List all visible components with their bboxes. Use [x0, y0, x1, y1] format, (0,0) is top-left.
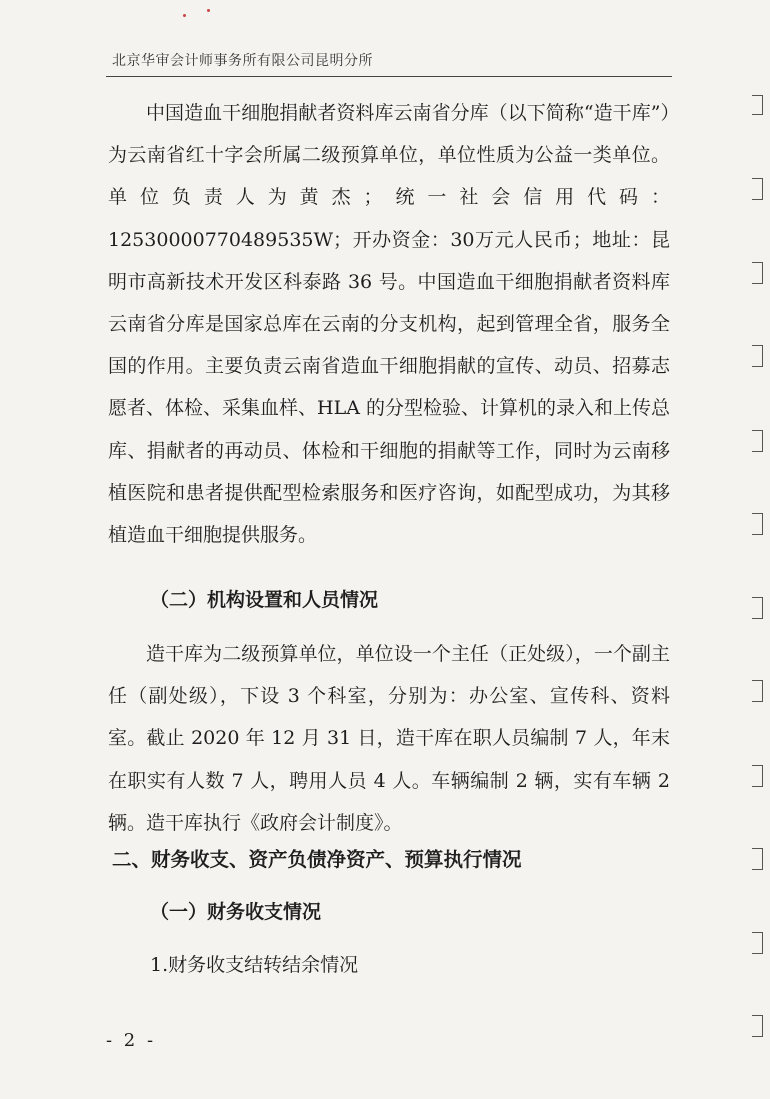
paragraph-staffing: 造干库为二级预算单位，单位设一个主任（正处级），一个副主任（副处级），下设 3 个科室，分别为：办公室、宣传科、资料室。截止 2020 年 12 月 31 日，造干库在职人员编制 7 人，年末在职实有人数 7 人，聘用人员 4 人。车辆编制 2 辆，实有车辆 2 辆。造干库执行《政府会计制度》。 [108, 643, 670, 834]
ink-speck [207, 9, 210, 12]
heading-section-2: 二、财务收支、资产负债净资产、预算执行情况 [112, 848, 522, 871]
paragraph-intro: 中国造血干细胞捐献者资料库云南省分库（以下简称“造干库”）为云南省红十字会所属二级预算单位，单位性质为公益一类单位。单位负责人为黄杰；统一社会信用代码：12530000770489535W；开办资金：30万元人民币；地址：昆明市高新技术开发区科泰路 36 号。中国造血干细胞捐献者资料库云南省分库是国家总库在云南的分支机构，起到管理全省，服务全国的作用。主要负责云南省造血干细胞捐献的宣传、动员、招募志愿者、体检、采集血样、HLA 的分型检验、计算机的录入和上传总库、捐献者的再动员、体检和干细胞的捐献等工作，同时为云南移植医院和患者提供配型检索服务和医疗咨询，如配型成功，为其移植造血干细胞提供服务。 [108, 102, 670, 547]
heading-finance: （一）财务收支情况 [150, 901, 322, 923]
heading-org-structure: （二）机构设置和人员情况 [150, 589, 379, 611]
page-header: 北京华审会计师事务所有限公司昆明分所 [112, 53, 373, 69]
binding-mark [752, 932, 763, 954]
binding-mark [752, 345, 763, 367]
binding-mark [752, 765, 763, 787]
ink-speck [183, 14, 186, 17]
item-carryover: 1.财务收支结转结余情况 [150, 954, 359, 976]
binding-mark [752, 95, 763, 115]
binding-mark [752, 597, 763, 619]
binding-mark [752, 513, 763, 535]
binding-mark [752, 680, 763, 702]
header-rule [106, 76, 672, 77]
page-number: - 2 - [106, 1030, 157, 1051]
binding-mark [752, 1015, 763, 1037]
binding-mark [752, 848, 763, 870]
binding-mark [752, 262, 763, 284]
binding-mark [752, 430, 763, 452]
binding-mark [752, 178, 763, 200]
